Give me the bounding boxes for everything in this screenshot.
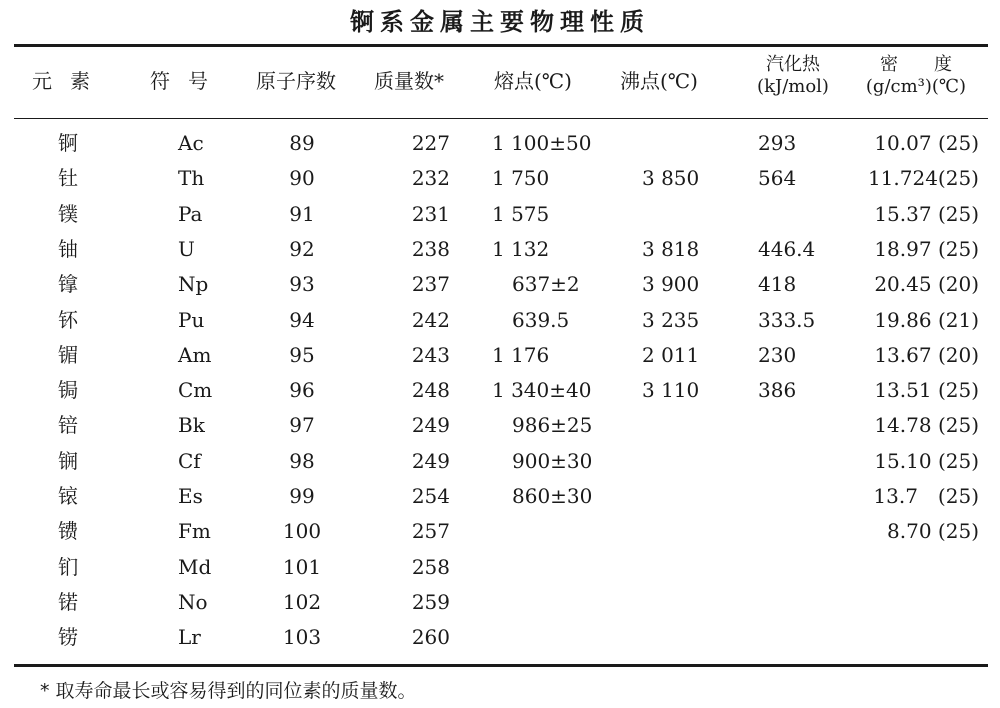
table-row bbox=[0, 514, 1000, 549]
cell-heat-of-vaporization: 386 bbox=[758, 378, 797, 403]
cell-symbol: U bbox=[178, 236, 195, 261]
header-heat-line2: (kJ/mol) bbox=[757, 76, 829, 97]
cell-atomic-number: 103 bbox=[282, 625, 322, 650]
cell-symbol: Es bbox=[178, 484, 203, 508]
cell-atomic-number: 90 bbox=[289, 166, 315, 191]
table-row bbox=[0, 373, 1000, 408]
table-row bbox=[0, 126, 1000, 161]
cell-symbol: Md bbox=[178, 554, 212, 579]
cell-melting-point: 900±30 bbox=[492, 448, 593, 473]
cell-symbol: Pu bbox=[178, 307, 205, 332]
table-row bbox=[0, 303, 1000, 338]
cell-density: 13.51 (25) bbox=[874, 378, 979, 403]
cell-element: 镤 bbox=[58, 201, 78, 226]
bottom-rule bbox=[14, 664, 988, 667]
cell-atomic-number: 91 bbox=[289, 201, 315, 226]
header-density bbox=[846, 54, 986, 98]
cell-boiling-point: 3 900 bbox=[642, 272, 700, 297]
table-row bbox=[0, 585, 1000, 620]
cell-heat-of-vaporization: 293 bbox=[758, 131, 797, 155]
cell-element: 锎 bbox=[58, 448, 78, 473]
table-row bbox=[0, 197, 1000, 232]
cell-atomic-number: 97 bbox=[289, 413, 315, 438]
cell-symbol: Ac bbox=[178, 131, 204, 155]
cell-density: 20.45 (20) bbox=[874, 272, 979, 297]
cell-heat-of-vaporization: 564 bbox=[758, 166, 797, 191]
cell-element: 镎 bbox=[58, 272, 78, 297]
header-density-line2: (g/cm³)(℃) bbox=[865, 76, 967, 97]
cell-mass-number: 248 bbox=[411, 378, 450, 403]
header-boiling-point: 沸点(℃) bbox=[620, 69, 698, 93]
cell-density: 13.7 (25) bbox=[873, 484, 979, 508]
cell-symbol: Th bbox=[178, 166, 205, 191]
header-mass-number: 质量数* bbox=[374, 69, 444, 93]
cell-symbol: Pa bbox=[178, 201, 203, 226]
cell-boiling-point: 3 110 bbox=[642, 378, 700, 403]
cell-atomic-number: 102 bbox=[282, 589, 322, 614]
header-heat-line1: 汽化热 bbox=[766, 54, 820, 75]
cell-mass-number: 259 bbox=[411, 589, 450, 614]
header-melting-point: 熔点(℃) bbox=[494, 69, 572, 93]
cell-melting-point: 986±25 bbox=[492, 413, 593, 438]
cell-density: 15.37 (25) bbox=[874, 201, 979, 226]
cell-density: 15.10 (25) bbox=[874, 448, 979, 473]
cell-melting-point: 639.5 bbox=[492, 307, 570, 332]
cell-atomic-number: 101 bbox=[282, 554, 322, 579]
cell-density: 13.67 (20) bbox=[874, 342, 979, 367]
cell-symbol: Fm bbox=[178, 519, 211, 544]
table-row bbox=[0, 338, 1000, 373]
cell-heat-of-vaporization: 333.5 bbox=[758, 307, 816, 332]
cell-mass-number: 260 bbox=[411, 625, 450, 650]
cell-element: 钚 bbox=[58, 307, 78, 332]
cell-mass-number: 227 bbox=[411, 131, 450, 155]
cell-element: 锔 bbox=[58, 378, 78, 403]
cell-symbol: Np bbox=[178, 272, 209, 297]
header-symbol: 符号 bbox=[150, 69, 226, 93]
cell-symbol: Cf bbox=[178, 448, 201, 473]
footnote: * 取寿命最长或容易得到的同位素的质量数。 bbox=[40, 680, 417, 702]
cell-atomic-number: 94 bbox=[289, 307, 315, 332]
cell-mass-number: 243 bbox=[411, 342, 450, 367]
table-row bbox=[0, 408, 1000, 443]
cell-atomic-number: 98 bbox=[289, 448, 315, 473]
cell-density: 14.78 (25) bbox=[874, 413, 979, 438]
table-row bbox=[0, 444, 1000, 479]
cell-mass-number: 238 bbox=[411, 236, 450, 261]
table-row bbox=[0, 161, 1000, 196]
cell-mass-number: 254 bbox=[411, 484, 450, 508]
cell-mass-number: 258 bbox=[411, 554, 450, 579]
cell-mass-number: 231 bbox=[411, 201, 450, 226]
cell-density: 18.97 (25) bbox=[874, 236, 979, 261]
cell-heat-of-vaporization: 446.4 bbox=[758, 236, 816, 261]
table-title: 锕系金属主要物理性质 bbox=[350, 7, 650, 36]
table-row bbox=[0, 267, 1000, 302]
header-heat-of-vaporization bbox=[738, 54, 848, 98]
cell-atomic-number: 95 bbox=[289, 342, 315, 367]
cell-heat-of-vaporization: 230 bbox=[758, 342, 797, 367]
cell-atomic-number: 92 bbox=[289, 236, 315, 261]
cell-melting-point: 637±2 bbox=[492, 272, 580, 297]
cell-atomic-number: 99 bbox=[289, 484, 315, 508]
cell-symbol: No bbox=[178, 589, 208, 614]
cell-melting-point: 1 340±40 bbox=[492, 378, 592, 403]
cell-element: 铹 bbox=[58, 625, 78, 650]
cell-atomic-number: 93 bbox=[289, 272, 315, 297]
cell-atomic-number: 89 bbox=[289, 131, 315, 155]
cell-element: 铀 bbox=[58, 236, 78, 261]
cell-element: 钔 bbox=[58, 554, 78, 579]
cell-boiling-point: 2 011 bbox=[642, 342, 700, 367]
cell-atomic-number: 96 bbox=[289, 378, 315, 403]
cell-symbol: Bk bbox=[178, 413, 205, 438]
table-row bbox=[0, 232, 1000, 267]
cell-element: 锘 bbox=[58, 589, 78, 614]
cell-melting-point: 1 100±50 bbox=[492, 131, 592, 155]
cell-melting-point: 1 750 bbox=[492, 166, 550, 191]
cell-melting-point: 860±30 bbox=[492, 484, 593, 508]
cell-mass-number: 257 bbox=[411, 519, 450, 544]
table-row bbox=[0, 620, 1000, 655]
cell-boiling-point: 3 850 bbox=[642, 166, 700, 191]
top-rule bbox=[14, 44, 988, 47]
table-row bbox=[0, 550, 1000, 585]
cell-mass-number: 237 bbox=[411, 272, 450, 297]
cell-melting-point: 1 132 bbox=[492, 236, 550, 261]
cell-element: 镅 bbox=[58, 342, 78, 367]
cell-symbol: Am bbox=[178, 342, 212, 367]
cell-boiling-point: 3 235 bbox=[642, 307, 700, 332]
cell-symbol: Cm bbox=[178, 378, 213, 403]
cell-element: 镄 bbox=[58, 519, 78, 544]
cell-element: 钍 bbox=[58, 166, 78, 191]
cell-boiling-point: 3 818 bbox=[642, 236, 700, 261]
cell-element: 锕 bbox=[58, 131, 78, 155]
cell-mass-number: 249 bbox=[411, 448, 450, 473]
header-density-line1: 密 度 bbox=[880, 54, 952, 75]
cell-density: 11.724(25) bbox=[867, 166, 979, 191]
cell-mass-number: 242 bbox=[411, 307, 450, 332]
cell-element: 锫 bbox=[58, 413, 78, 438]
cell-density: 8.70 (25) bbox=[887, 519, 979, 544]
cell-element: 锿 bbox=[58, 484, 78, 508]
header-atomic-number: 原子序数 bbox=[256, 69, 336, 93]
cell-mass-number: 249 bbox=[411, 413, 450, 438]
cell-density: 19.86 (21) bbox=[874, 307, 979, 332]
cell-melting-point: 1 575 bbox=[492, 201, 550, 226]
header-element: 元素 bbox=[32, 69, 108, 93]
header-rule bbox=[14, 118, 988, 119]
cell-atomic-number: 100 bbox=[282, 519, 322, 544]
cell-symbol: Lr bbox=[178, 625, 201, 650]
cell-density: 10.07 (25) bbox=[874, 131, 979, 155]
cell-mass-number: 232 bbox=[411, 166, 450, 191]
cell-heat-of-vaporization: 418 bbox=[758, 272, 797, 297]
table-row bbox=[0, 479, 1000, 514]
cell-melting-point: 1 176 bbox=[492, 342, 550, 367]
